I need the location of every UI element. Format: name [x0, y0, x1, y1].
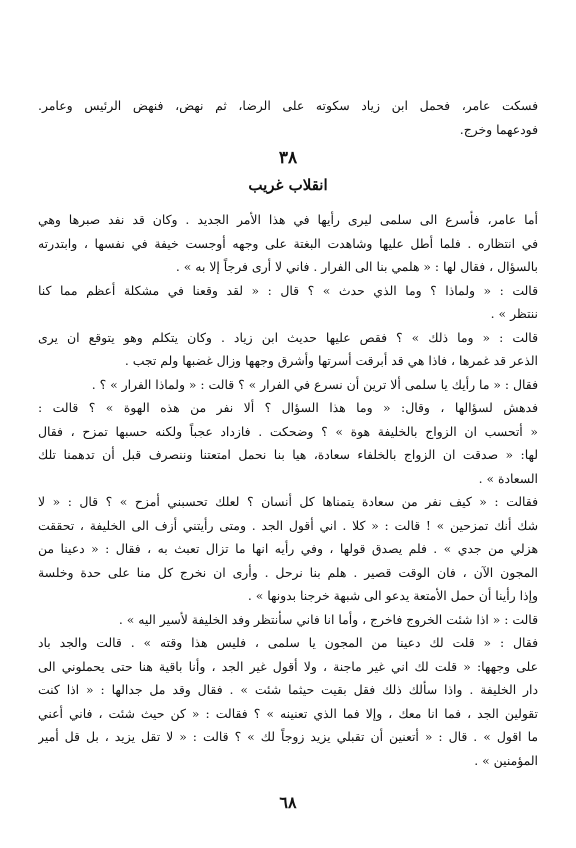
text-line: فودعهما وخرج. — [459, 121, 538, 137]
text-line: قالت : « ولماذا ؟ وما الذي حدث » ؟ قال : « لقد وقعنا في مشكلة أعظم مما كنا — [38, 282, 538, 298]
text-line: فقال : « ما رأيك يا سلمى ألا ترين أن نسرع في الفرار » ؟ قالت : « ولماذا الفرار » ؟ . — [91, 376, 538, 392]
text-line: الذعر قد غمرها ، فاذا هي قد أبرقت أسرتها وأشرق وجهها وزال غضبها ولم تجب . — [124, 353, 538, 368]
text-line: هزلي من جدي » . فلم يصدق قولها ، وفي رأيه انها ما تزال تعبث به ، فقال : « دعينا من — [38, 541, 538, 556]
text-line: تقولين الجد ، فما انا معك ، وإلا فما الذي تعنينه » ؟ فقالت : « كن حيث شئت ، فاني أعني — [38, 705, 538, 721]
text-line: أما عامر، فأسرع الى سلمى ليرى رأيها في هذا الأمر الجديد . وكان قد نفد صبرها وهي — [38, 212, 538, 227]
text-line: فسكت عامر، فحمل ابن زياد سكوته على الرضا، ثم نهض، فنهض الرئيس وعامر. — [38, 98, 538, 113]
chapter-title: انقلاب غريب — [248, 176, 328, 194]
text-line: فدهش لسؤالها ، وقال: « وما هذا السؤال ؟ ألا نفر من هذه الهوة » ؟ قالت : — [38, 400, 538, 415]
text-line: قالت : « وما ذلك » ؟ فقص عليها حديث ابن زياد . وكان يتكلم وهو يتوقع ان يرى — [38, 329, 538, 345]
text-line: السعادة » . — [478, 470, 538, 486]
text-line: فقال : « قلت لك دعينا من المجون يا سلمى ، فليس هذا وقته » . قالت والجد باد — [38, 635, 538, 650]
chapter-body — [38, 208, 538, 772]
text-line: ننتظر » . — [490, 306, 538, 321]
page-number: ٦٨ — [279, 793, 297, 812]
text-line: ما اقول » . قال : « أتعنين أن تقبلي يزيد زوجاً لك » ؟ قالت : « لا تقل يزيد ، بل قل أمير — [38, 729, 538, 744]
chapter-number: ٣٨ — [278, 148, 298, 168]
text-line: وإذا رأينا أن حمل الأمتعة يدعو الى شبهة خرجنا بدونها » . — [247, 588, 538, 603]
text-line: شك أنك تمزحين » ! قالت : « كلا . اني أقول الجد . ومتى رأيتني أزف الى الخليفة ، تحققت — [38, 517, 538, 533]
text-line: على وجهها: « قلت لك اني غير ماجنة ، ولا أقول غير الجد ، وأنا باقية هنا حتى يحملوني الى — [38, 658, 538, 674]
text-line: لها: « صدقت ان الزواج بالخلفاء سعادة، هيا بنا نحمل امتعتنا وننصرف قبل أن تدهمنا تلك — [38, 447, 538, 462]
text-line: المجون الآن ، فان الوقت قصير . هلم بنا نرحل . وأرى ان نخرج كل منا على حدة وخلسة — [38, 564, 538, 580]
text-line: فقالت : « كيف نفر من سعادة يتمناها كل أنسان ؟ لعلك تحسبني أمزح » ؟ قال : « لا — [38, 494, 538, 509]
text-line: قالت : « اذا شئت الخروج فاخرج ، وأما انا فاني سأنتظر وفد الخليفة لأسير اليه » . — [118, 611, 538, 627]
intro-paragraph — [38, 94, 538, 141]
text-line: بالسؤال ، فقال لها : « هلمي بنا الى الفرار . فاني لا أرى فرجاً إلا به » . — [175, 259, 538, 274]
text-line: المؤمنين » . — [474, 752, 538, 768]
text-line: دار الخليفة . واذا سألك ذلك فقل بقيت حيثما شئت » . فقال وقد مل جدالها : « اذا كنت — [38, 682, 538, 697]
text-line: « أتحسب ان الزواج بالخليفة هوة » ؟ وضحكت . فازداد عجباً ولكنه حسبها تمزح ، فقال — [38, 423, 538, 439]
text-line: في انتظاره . فلما أطل عليها وشاهدت البغتة على وجهه أوجست خيفة في نفسها ، وابتدرته — [38, 235, 538, 251]
